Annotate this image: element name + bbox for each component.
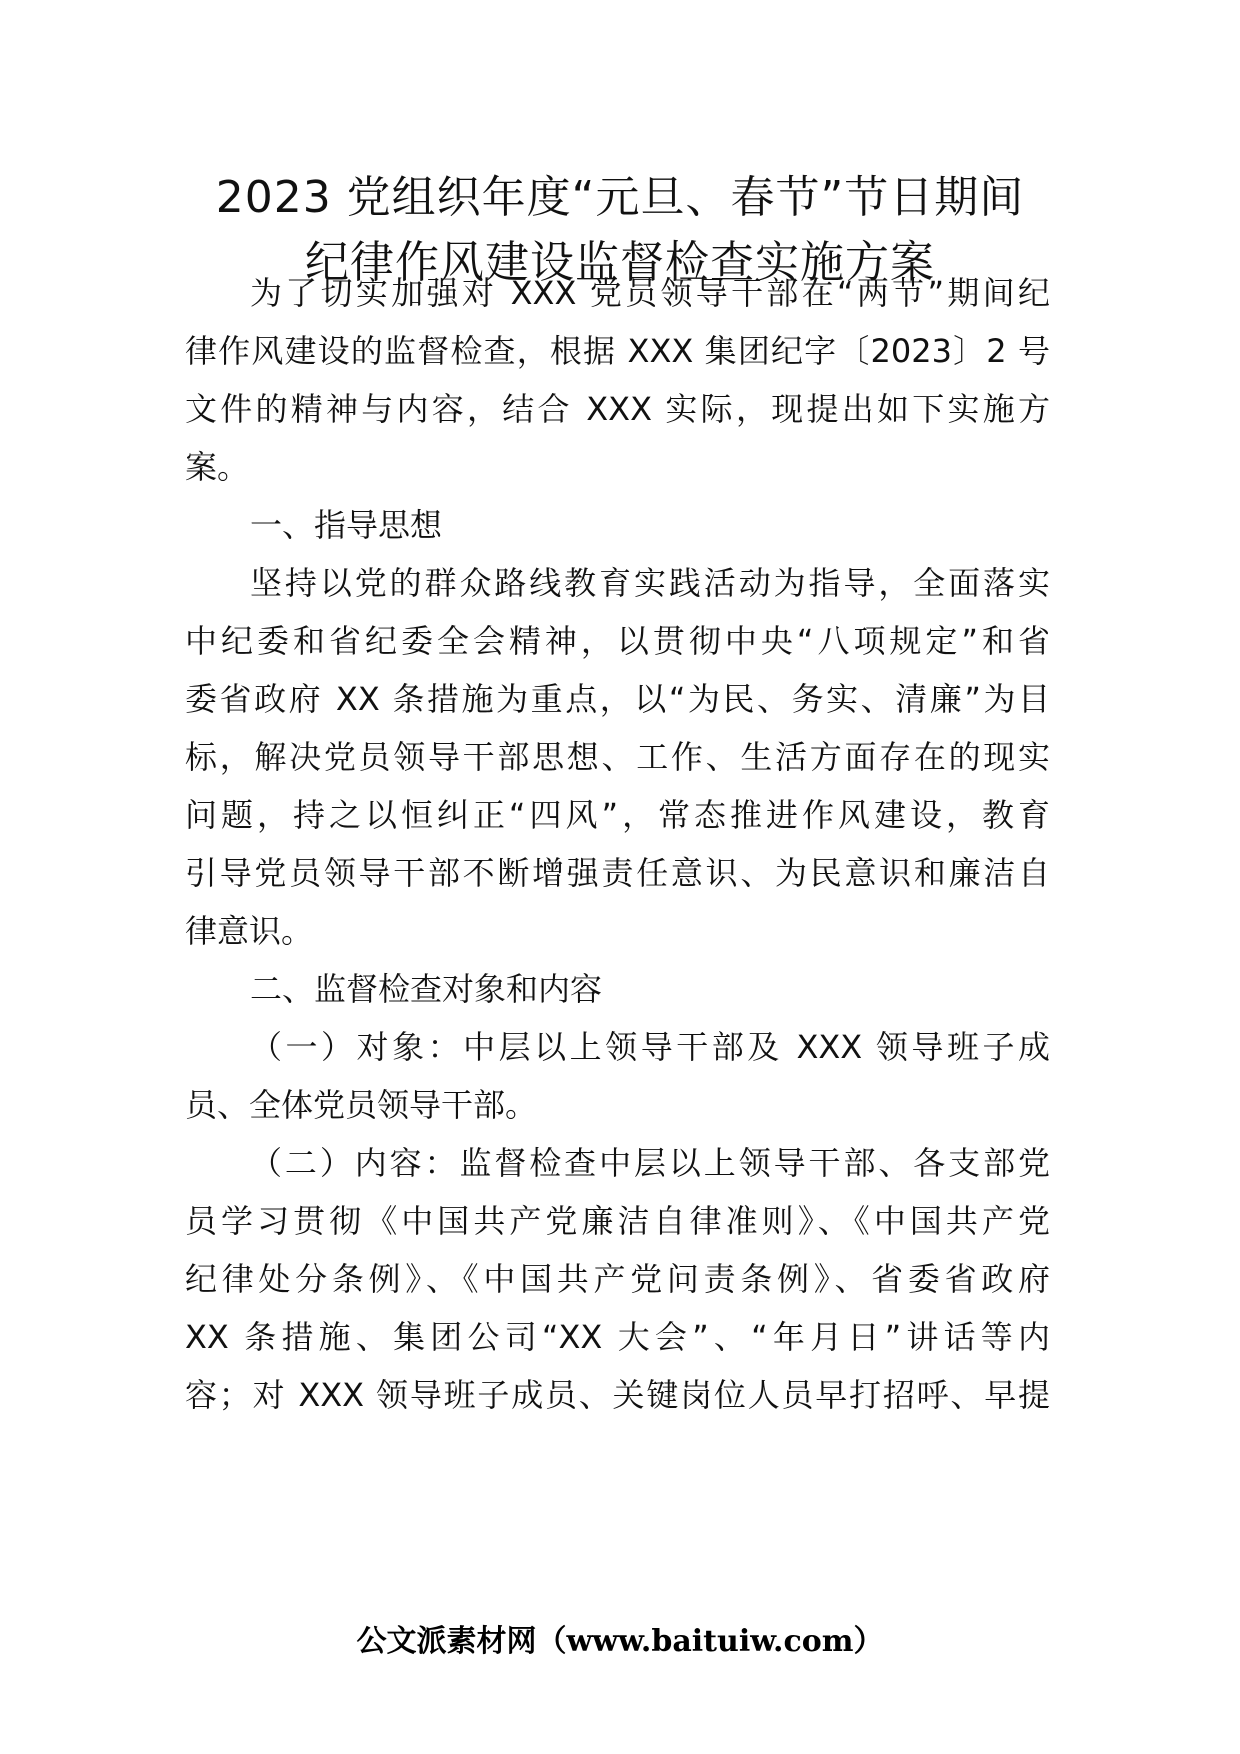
body-line-16: （二）内容：监督检查中层以上领导干部、各支部党 (250, 1144, 1050, 1182)
body-line-4: 案。 (185, 448, 250, 486)
body-line-19: XX 条措施、集团公司“XX 大会”、“年月日”讲话等内 (185, 1318, 1050, 1356)
section-heading-1: 一、指导思想 (250, 506, 443, 544)
body-line-15: 员、全体党员领导干部。 (185, 1086, 538, 1124)
document-title-line-2: 纪律作风建设监督检查实施方案 (305, 237, 935, 288)
body-line-12: 律意识。 (185, 912, 314, 950)
body-line-1: 为了切实加强对 XXX 党员领导干部在“两节”期间纪 (250, 274, 1050, 312)
body-line-11: 引导党员领导干部不断增强责任意识、为民意识和廉洁自 (185, 854, 1050, 892)
body-line-10: 问题，持之以恒纠正“四风”，常态推进作风建设，教育 (185, 796, 1050, 834)
body-line-20: 容；对 XXX 领导班子成员、关键岗位人员早打招呼、早提 (185, 1376, 1050, 1414)
body-line-2: 律作风建设的监督检查，根据 XXX 集团纪字〔2023〕2 号 (185, 332, 1050, 370)
body-line-7: 中纪委和省纪委全会精神，以贯彻中央“八项规定”和省 (185, 622, 1050, 660)
body-line-8: 委省政府 XX 条措施为重点，以“为民、务实、清廉”为目 (185, 680, 1050, 718)
body-line-6: 坚持以党的群众路线教育实践活动为指导，全面落实 (250, 564, 1050, 602)
footer-source-watermark: 公文派素材网（www.baituiw.com） (356, 1624, 884, 1659)
section-heading-2: 二、监督检查对象和内容 (250, 970, 603, 1008)
body-line-9: 标，解决党员领导干部思想、工作、生活方面存在的现实 (185, 738, 1050, 776)
body-line-14: （一）对象：中层以上领导干部及 XXX 领导班子成 (250, 1028, 1050, 1066)
body-line-18: 纪律处分条例》、《中国共产党问责条例》、省委省政府 (185, 1260, 1050, 1298)
document-title-line-1: 2023 党组织年度“元旦、春节”节日期间 (215, 172, 1025, 223)
body-line-3: 文件的精神与内容，结合 XXX 实际，现提出如下实施方 (185, 390, 1050, 428)
body-line-17: 员学习贯彻《中国共产党廉洁自律准则》、《中国共产党 (185, 1202, 1050, 1240)
